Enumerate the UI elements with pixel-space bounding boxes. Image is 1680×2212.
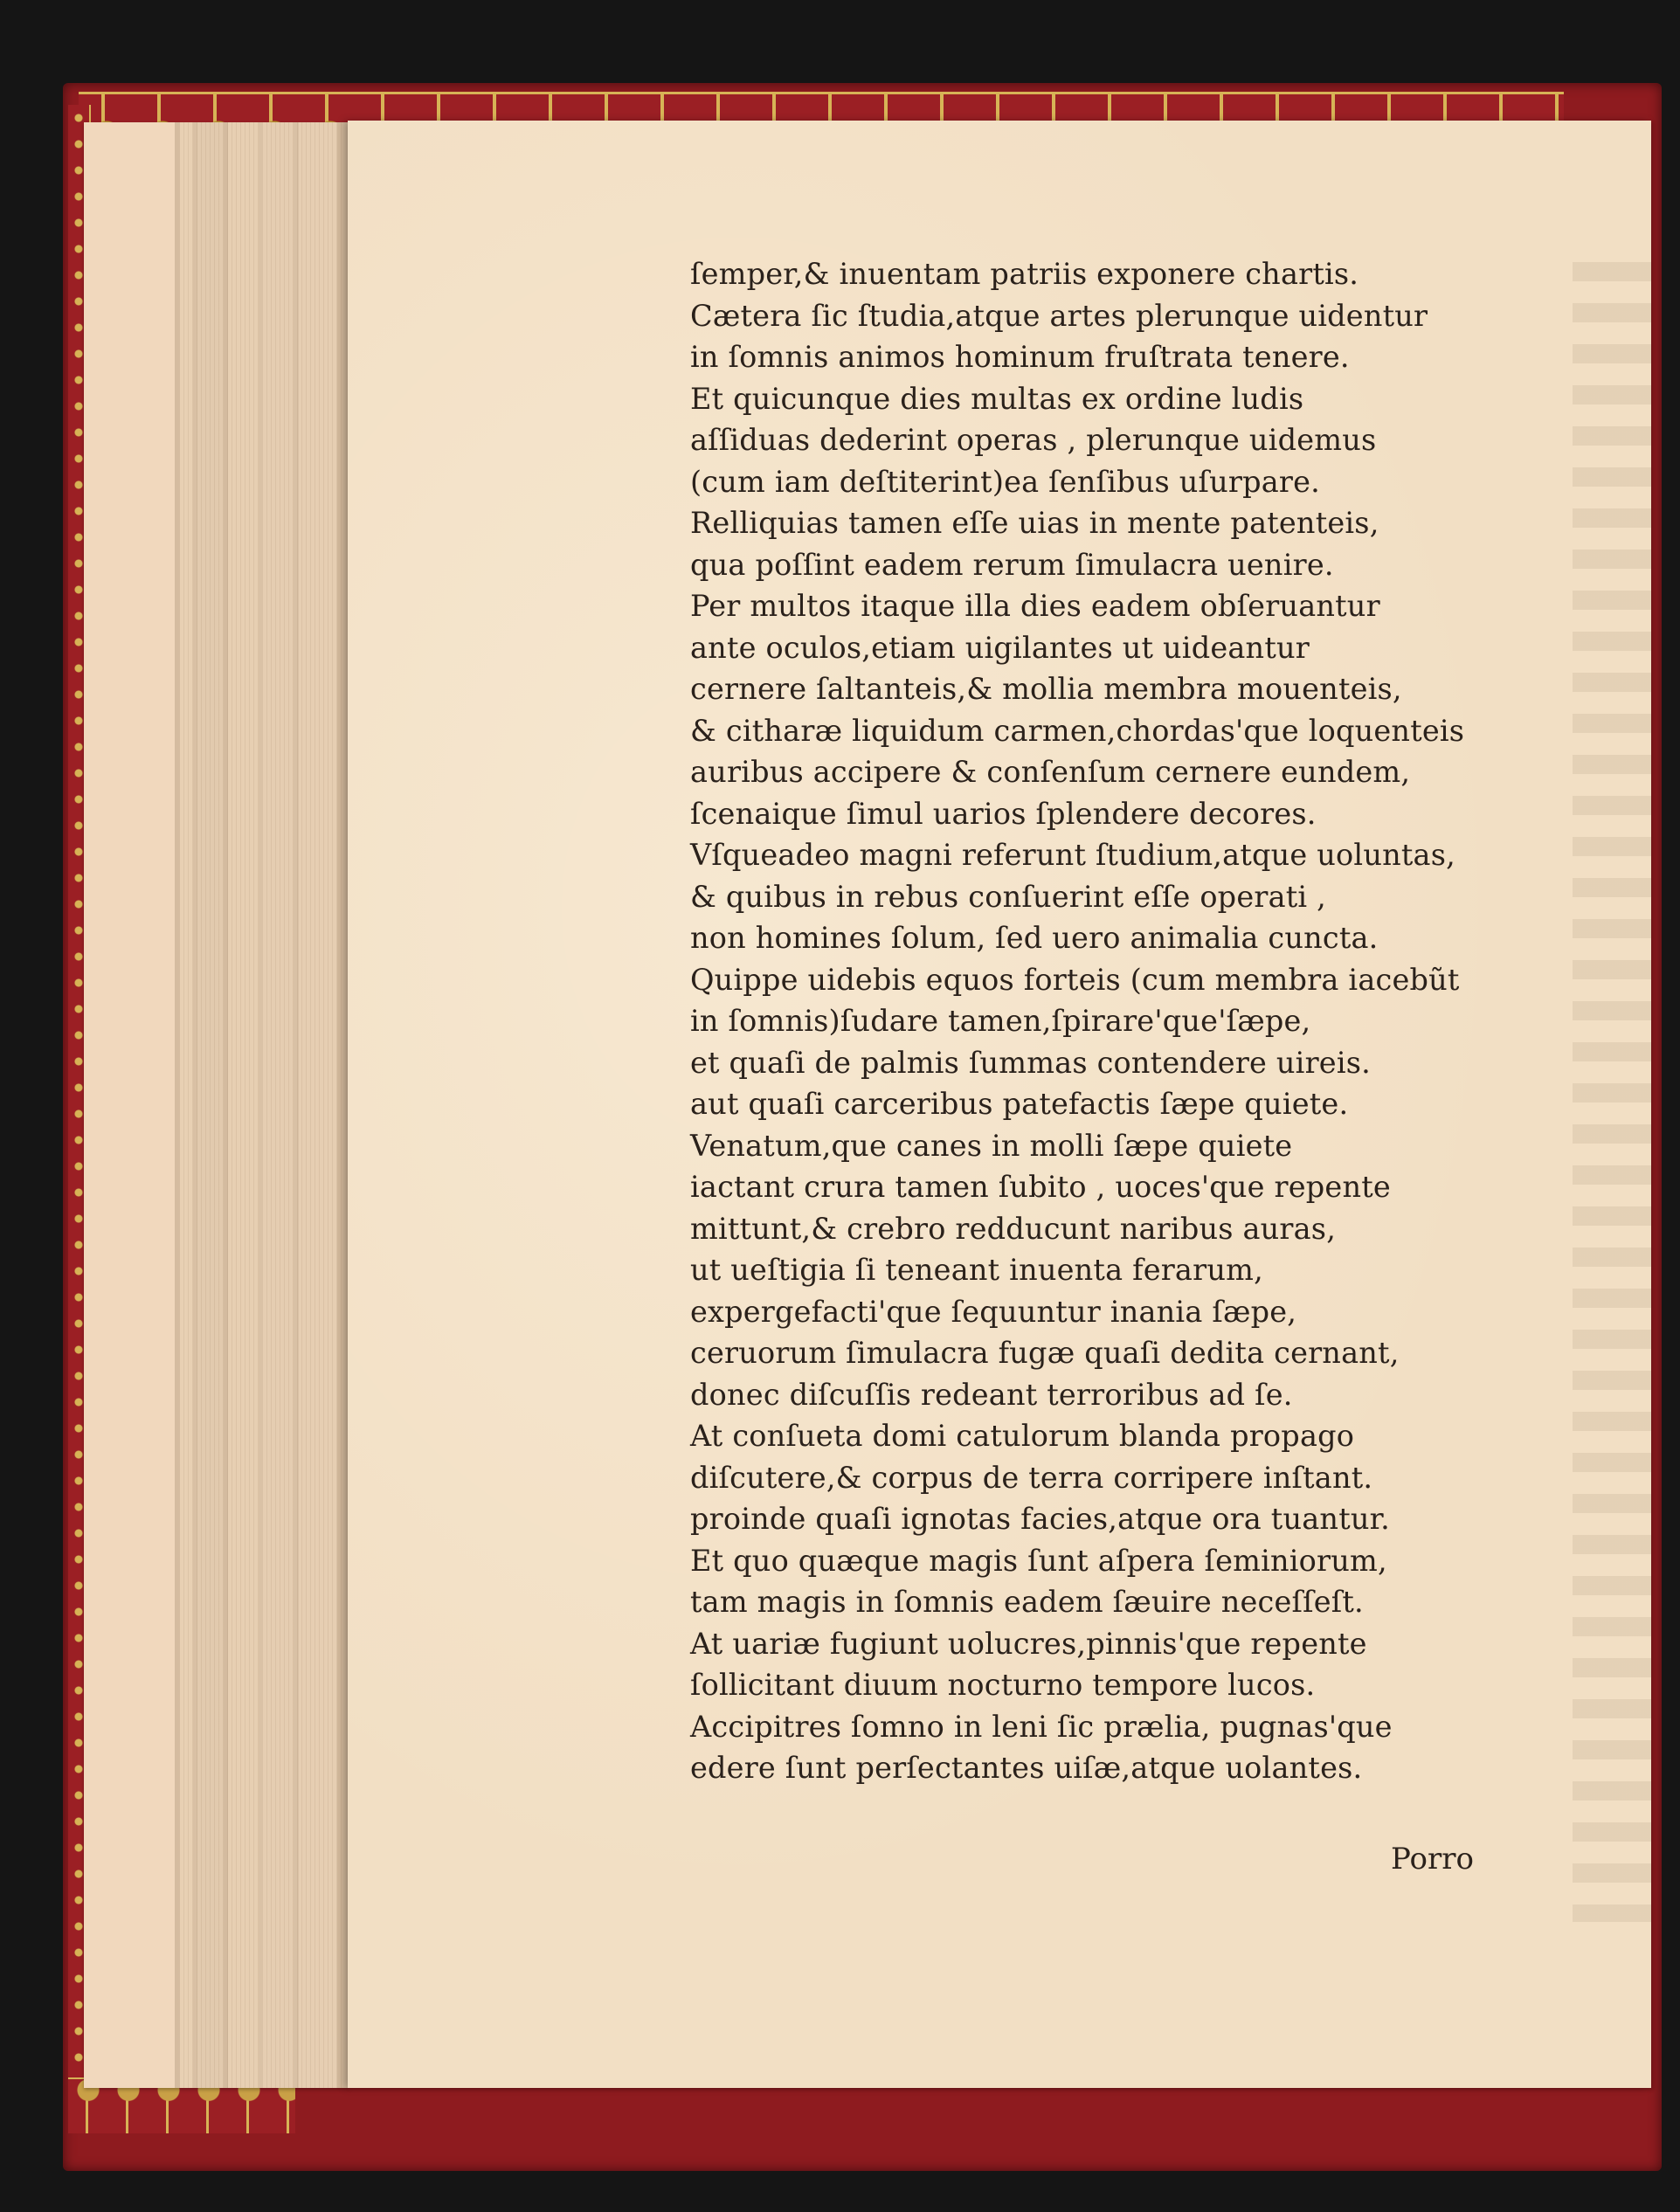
text-line: & quibus in rebus conſuerint eſſe operati , [690,879,1327,914]
text-line: ante oculos,etiam uigilantes ut uideantur [690,630,1310,665]
text-line: Cætera ſic ſtudia,atque artes plerunque uidentur [690,298,1428,333]
text-line: At uariæ fugiunt uolucres,pinnis'que repente [690,1626,1367,1661]
text-line: cernere ſaltanteis,& mollia membra mouenteis, [690,672,1402,706]
text-line: ſemper,& inuentam patriis exponere chartis. [690,257,1359,291]
text-line: qua poſſint eadem rerum ſimulacra uenire. [690,547,1334,582]
text-line: Per multos itaque illa dies eadem obſeruantur [690,589,1380,623]
text-line: Et quicunque dies multas ex ordine ludis [690,381,1304,416]
text-line: in ſomnis)ſudare tamen,ſpirare'que'ſæpe, [690,1004,1311,1038]
text-line: ceruorum ſimulacra fugæ quaſi dedita cernant, [690,1336,1400,1370]
text-line: in ſomnis animos hominum fruſtrata tenere. [690,340,1350,374]
text-line: Accipitres ſomno in leni ſic prælia, pugnas'que [690,1709,1393,1744]
text-line: aut quaſi carceribus patefactis ſæpe quiete. [690,1087,1349,1121]
text-line: proinde quaſi ignotas facies,atque ora tuantur. [690,1502,1391,1536]
text-line: Vſqueadeo magni referunt ſtudium,atque uoluntas, [690,838,1455,872]
catchword: Porro [1391,1842,1474,1877]
text-line: aſſiduas dederint operas , plerunque uidemus [690,423,1377,457]
show-through-text [1573,262,1651,1922]
text-line: Et quo quæque magis ſunt aſpera ſeminiorum, [690,1543,1387,1578]
text-line: iactant crura tamen ſubito , uoces'que repente [690,1170,1391,1204]
text-line: et quaſi de palmis ſummas contendere uireis. [690,1045,1371,1080]
text-line: At conſueta domi catulorum blanda propago [690,1419,1355,1453]
text-line: Quippe uidebis equos forteis (cum membra iacebũt [690,962,1460,997]
text-line: donec diſcuſſis redeant terroribus ad ſe. [690,1377,1293,1412]
text-line: ſcenaique ſimul uarios ſplendere decores. [690,796,1317,831]
text-line: (cum iam deſtiterint)ea ſenſibus uſurpare. [690,464,1320,499]
page-edge-lines [183,122,345,2088]
text-line: ſollicitant diuum nocturno tempore lucos. [690,1668,1316,1702]
text-line: expergefacti'que ſequuntur inania ſæpe, [690,1294,1297,1329]
text-line: auribus accipere & conſenſum cernere eundem, [690,755,1411,789]
text-line: tam magis in ſomnis eadem ſæuire neceſſeſt. [690,1585,1364,1619]
text-line: edere ſunt perſectantes uiſæ,atque uolantes. [690,1751,1363,1785]
text-line: diſcutere,& corpus de terra corripere inſtant. [690,1460,1373,1495]
text-line: Relliquias tamen eſſe uias in mente patenteis, [690,506,1379,540]
text-line: Venatum,que canes in molli ſæpe quiete [690,1128,1293,1163]
text-line: non homines ſolum, ſed uero animalia cuncta. [690,921,1379,955]
text-line: & citharæ liquidum carmen,chordas'que loquenteis [690,713,1465,748]
text-line: ut ueſtigia ſi teneant inuenta ferarum, [690,1253,1263,1287]
text-line: mittunt,& crebro redducunt naribus auras, [690,1211,1337,1246]
text-block [690,253,1581,1789]
